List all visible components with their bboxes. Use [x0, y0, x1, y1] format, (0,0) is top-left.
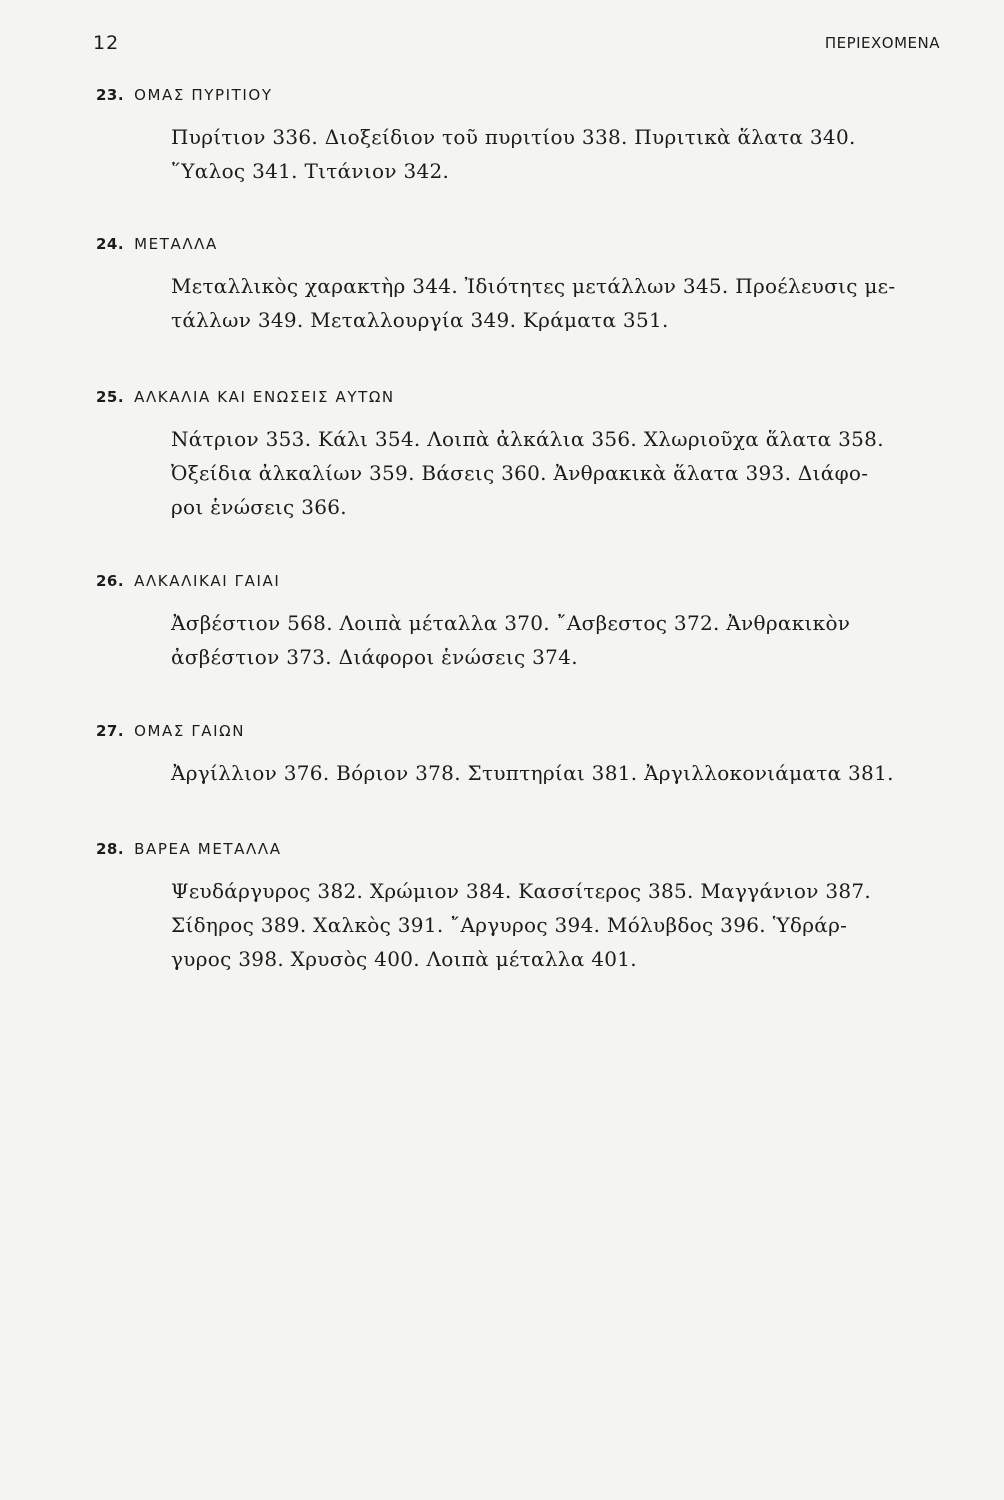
page-number: 12 [93, 32, 120, 54]
toc-section [96, 838, 946, 976]
section-heading [96, 84, 946, 106]
entry-line: ῞Υαλος 341. Τιτάνιον 342. [171, 159, 450, 183]
section-number: 26. [96, 572, 125, 590]
section-title: ΟΜΑΣ ΓΑΙΩΝ [134, 722, 246, 740]
entry-line: Πυρίτιον 336. Διοξείδιον τοῦ πυριτίου 338. Πυριτικὰ ἅλατα 340. [171, 125, 856, 149]
section-number: 23. [96, 86, 125, 104]
section-title: ΟΜΑΣ ΠΥΡΙΤΙΟΥ [134, 86, 273, 104]
section-number: 27. [96, 722, 125, 740]
entry-line: Ψευδάργυρος 382. Χρώμιον 384. Κασσίτερος 385. Μαγγάνιον 387. [171, 879, 872, 903]
entry-line: ροι ἑνώσεις 366. [171, 495, 347, 519]
section-heading [96, 233, 946, 255]
entry-line: Σίδηρος 389. Χαλκὸς 391. ῎Αργυρος 394. Μόλυβδος 396. Ὑδράρ- [171, 913, 848, 937]
entry-line: Μεταλλικὸς χαρακτὴρ 344. Ἰδιότητες μετάλλων 345. Προέλευσις με- [171, 274, 896, 298]
entry-line: Νάτριον 353. Κάλι 354. Λοιπὰ ἀλκάλια 356. Χλωριοῦχα ἅλατα 358. [171, 427, 884, 451]
entry-line: Ἀσβέστιον 568. Λοιπὰ μέταλλα 370. ῎Ασβεστος 372. Ἀνθρακικὸν [171, 611, 851, 635]
entry-line: ἀσβέστιον 373. Διάφοροι ἑνώσεις 374. [171, 645, 578, 669]
toc-section [96, 570, 946, 674]
section-heading [96, 386, 946, 408]
section-entries [171, 422, 936, 524]
section-entries [171, 756, 936, 790]
section-entries [171, 874, 936, 976]
running-title: ΠΕΡΙΕΧΟΜΕΝΑ [824, 34, 940, 52]
section-number: 24. [96, 235, 125, 253]
section-number: 25. [96, 388, 125, 406]
section-heading [96, 570, 946, 592]
section-heading [96, 838, 946, 860]
section-title: ΑΛΚΑΛΙΚΑΙ ΓΑΙΑΙ [134, 572, 281, 590]
section-title: ΒΑΡΕΑ ΜΕΤΑΛΛΑ [134, 840, 282, 858]
toc-section [96, 233, 946, 337]
section-entries [171, 606, 936, 674]
entry-line: γυρος 398. Χρυσὸς 400. Λοιπὰ μέταλλα 401. [171, 947, 637, 971]
section-number: 28. [96, 840, 125, 858]
toc-section [96, 720, 946, 790]
entry-line: τάλλων 349. Μεταλλουργία 349. Κράματα 351. [171, 308, 669, 332]
entry-line: Ὀξείδια ἀλκαλίων 359. Βάσεις 360. Ἀνθρακικὰ ἅλατα 393. Διάφο- [171, 461, 869, 485]
section-heading [96, 720, 946, 742]
section-title: ΑΛΚΑΛΙΑ ΚΑΙ ΕΝΩΣΕΙΣ ΑΥΤΩΝ [134, 388, 395, 406]
entry-line: Ἀργίλλιον 376. Βόριον 378. Στυπτηρίαι 381. Ἀργιλλοκονιάματα 381. [171, 761, 894, 785]
section-entries [171, 120, 936, 188]
toc-section [96, 386, 946, 524]
section-title: ΜΕΤΑΛΛΑ [134, 235, 218, 253]
toc-section [96, 84, 946, 188]
section-entries [171, 269, 936, 337]
